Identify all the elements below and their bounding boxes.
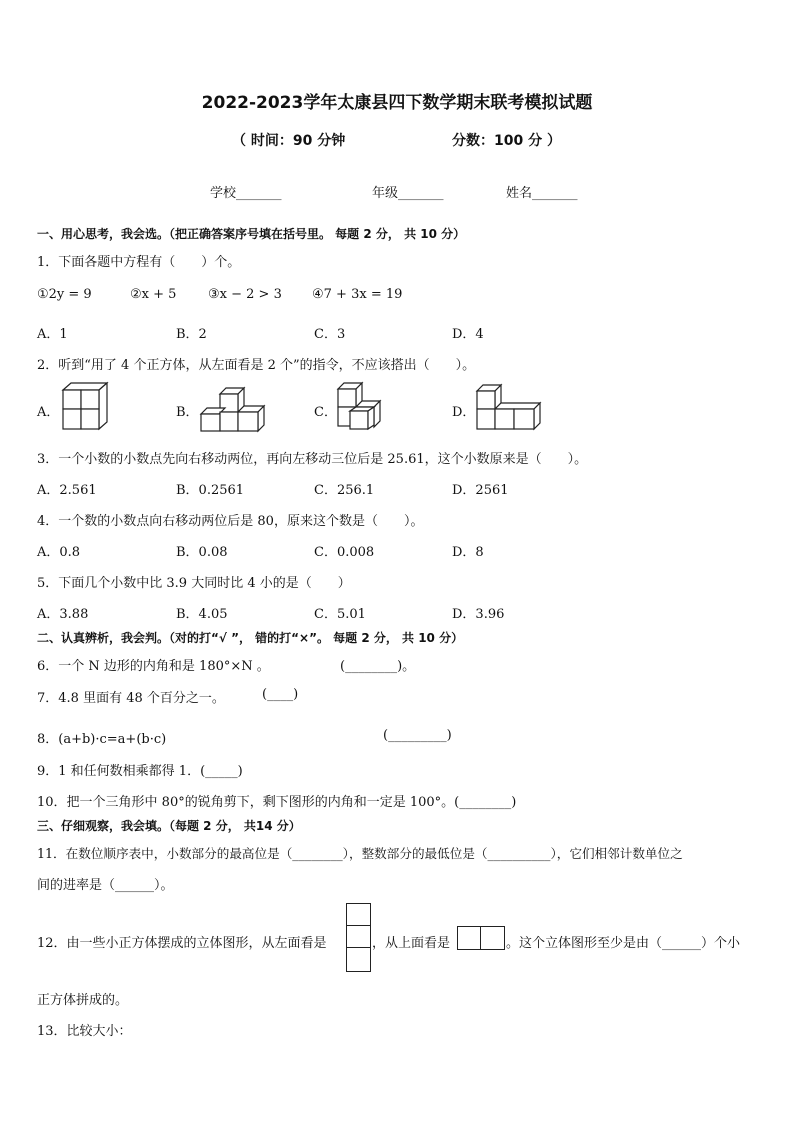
section-3-heading: 三、仔细观察，我会填。（每题 2 分， 共14 分）	[37, 819, 301, 833]
q1-option-b: B．2	[176, 327, 207, 342]
q9-text: 9．1 和任何数相乘都得 1．(_____)	[37, 764, 243, 779]
q12-line-2: 正方体拼成的。	[37, 993, 129, 1008]
q7-text: 7．4.8 里面有 48 个百分之一。	[37, 691, 225, 706]
q1-item-3: ③x − 2 > 3	[208, 287, 282, 302]
q2-figure-c	[334, 381, 390, 433]
q6-text: 6．一个 N 边形的内角和是 180°×N 。	[37, 659, 270, 674]
q3-option-d: D．2561	[452, 483, 509, 498]
q2-label-d: D．	[452, 405, 476, 420]
q12-left-view-square-3	[346, 947, 371, 972]
exam-score: 分数：100 分 ）	[452, 133, 561, 149]
q3-stem: 3．一个小数的小数点先向右移动两位，再向左移动三位后是 25.61，这个小数原来是（ ）。	[37, 452, 588, 467]
q12-part-1: 12．由一些小正方体摆成的立体图形，从左面看是	[37, 936, 327, 951]
q12-part-2: ，从上面看是	[372, 936, 451, 951]
q2-label-c: C．	[314, 405, 337, 420]
q1-option-c: C．3	[314, 327, 346, 342]
q12-left-view-square-1	[346, 903, 371, 927]
q1-stem: 1．下面各题中方程有（ ）个。	[37, 255, 241, 270]
q4-option-c: C．0.008	[314, 545, 375, 560]
q2-figure-d	[474, 383, 544, 433]
q11-line-1: 11．在数位顺序表中，小数部分的最高位是（________），整数部分的最低位是（__________），它们相邻计数单位之	[37, 846, 683, 861]
q8-blank: (_________)	[383, 728, 452, 743]
q2-label-a: A．	[37, 405, 60, 420]
q12-part-3: 。这个立体图形至少是由（______）个小	[506, 936, 741, 951]
q2-figure-a	[60, 382, 110, 432]
q4-option-d: D．8	[452, 545, 484, 560]
q5-option-d: D．3.96	[452, 607, 505, 622]
q7-blank: (____)	[262, 687, 299, 702]
name-field: 姓名_______	[506, 186, 578, 201]
exam-time: （ 时间：90 分钟	[232, 133, 346, 149]
q11-line-2: 间的进率是（______）。	[37, 878, 174, 893]
section-2-heading: 二、认真辨析，我会判。（对的打“√ ”， 错的打“×”。 每题 2 分， 共 10 分）	[37, 631, 464, 645]
q3-option-a: A．2.561	[37, 483, 97, 498]
q10-text: 10．把一个三角形中 80°的锐角剪下，剩下图形的内角和一定是 100°。(________)	[37, 795, 517, 810]
q1-item-2: ②x + 5	[130, 287, 177, 302]
q1-option-a: A．1	[37, 327, 68, 342]
q5-stem: 5．下面几个小数中比 3.9 大同时比 4 小的是（ ）	[37, 576, 351, 591]
q12-top-view-square-1	[457, 926, 482, 950]
q3-option-b: B．0.2561	[176, 483, 245, 498]
school-field: 学校_______	[210, 186, 282, 201]
q2-label-b: B．	[176, 405, 199, 420]
q5-option-a: A．3.88	[37, 607, 89, 622]
q5-option-b: B．4.05	[176, 607, 228, 622]
q12-left-view-square-2	[346, 925, 371, 949]
q4-option-b: B．0.08	[176, 545, 228, 560]
q3-option-c: C．256.1	[314, 483, 375, 498]
q13-stem: 13．比较大小：	[37, 1024, 132, 1039]
q4-option-a: A．0.8	[37, 545, 81, 560]
q2-stem: 2．听到“用了 4 个正方体，从左面看是 2 个”的指令，不应该搭出（ ）。	[37, 358, 476, 373]
q6-blank: (________)。	[340, 659, 416, 674]
q1-item-1: ①2y = 9	[37, 287, 92, 302]
q8-text: 8．(a+b)·c=a+(b·c)	[37, 732, 167, 747]
page-title: 2022-2023学年太康县四下数学期末联考模拟试题	[201, 93, 593, 113]
q12-top-view-square-2	[480, 926, 505, 950]
q2-figure-b	[198, 386, 268, 432]
q5-option-c: C．5.01	[314, 607, 366, 622]
q4-stem: 4．一个数的小数点向右移动两位后是 80，原来这个数是（ ）。	[37, 514, 424, 529]
grade-field: 年级_______	[372, 186, 444, 201]
q1-item-4: ④7 + 3x = 19	[312, 287, 403, 302]
section-1-heading: 一、用心思考，我会选。（把正确答案序号填在括号里。 每题 2 分， 共 10 分）	[37, 227, 466, 241]
q1-option-d: D．4	[452, 327, 484, 342]
